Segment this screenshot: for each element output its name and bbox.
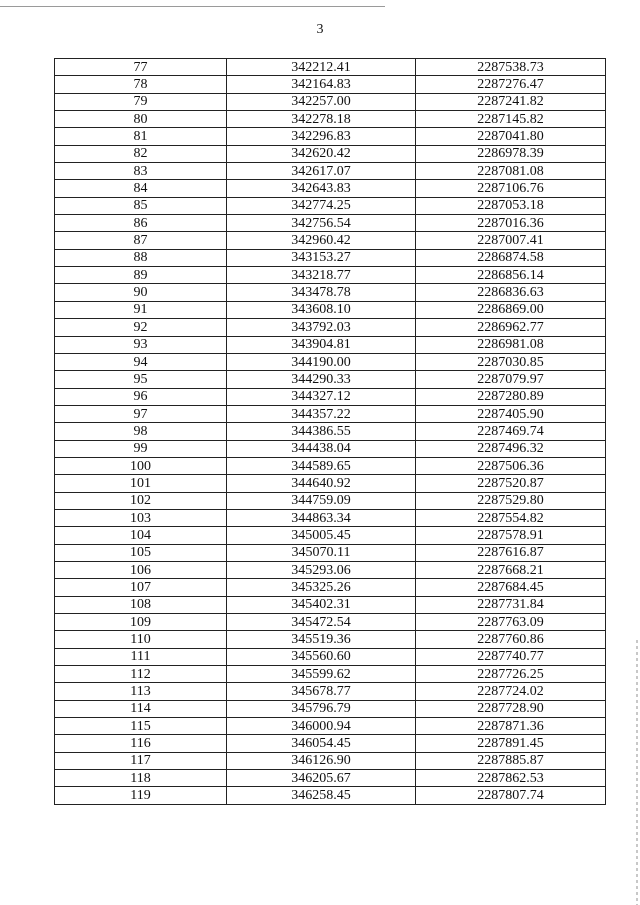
y-coordinate-cell: 2287862.53 — [416, 770, 606, 787]
y-coordinate-cell: 2287871.36 — [416, 718, 606, 735]
point-number-cell: 78 — [55, 76, 227, 93]
x-coordinate-cell: 343792.03 — [227, 319, 416, 336]
table-row — [55, 683, 606, 700]
x-coordinate-cell: 346000.94 — [227, 718, 416, 735]
y-coordinate-cell: 2287616.87 — [416, 544, 606, 561]
y-coordinate-cell: 2287280.89 — [416, 388, 606, 405]
table-row — [55, 215, 606, 232]
y-coordinate-cell: 2287506.36 — [416, 457, 606, 474]
x-coordinate-cell: 345519.36 — [227, 631, 416, 648]
y-coordinate-cell: 2287053.18 — [416, 197, 606, 214]
x-coordinate-cell: 344190.00 — [227, 353, 416, 370]
point-number-cell: 114 — [55, 700, 227, 717]
y-coordinate-cell: 2287529.80 — [416, 492, 606, 509]
x-coordinate-cell: 342164.83 — [227, 76, 416, 93]
table-row — [55, 267, 606, 284]
table-row — [55, 371, 606, 388]
x-coordinate-cell: 346205.67 — [227, 770, 416, 787]
point-number-cell: 96 — [55, 388, 227, 405]
x-coordinate-cell: 346126.90 — [227, 752, 416, 769]
y-coordinate-cell: 2286856.14 — [416, 267, 606, 284]
page-number: 3 — [316, 22, 324, 37]
table-row — [55, 197, 606, 214]
point-number-cell: 83 — [55, 163, 227, 180]
x-coordinate-cell: 342756.54 — [227, 215, 416, 232]
y-coordinate-cell: 2287106.76 — [416, 180, 606, 197]
y-coordinate-cell: 2287726.25 — [416, 666, 606, 683]
x-coordinate-cell: 342774.25 — [227, 197, 416, 214]
coordinates-table-body — [55, 59, 606, 805]
table-row — [55, 509, 606, 526]
x-coordinate-cell: 342620.42 — [227, 145, 416, 162]
y-coordinate-cell: 2287763.09 — [416, 614, 606, 631]
table-row — [55, 770, 606, 787]
y-coordinate-cell: 2287891.45 — [416, 735, 606, 752]
x-coordinate-cell: 344863.34 — [227, 509, 416, 526]
y-coordinate-cell: 2287241.82 — [416, 93, 606, 110]
point-number-cell: 106 — [55, 561, 227, 578]
table-row — [55, 163, 606, 180]
table-row — [55, 527, 606, 544]
table-row — [55, 666, 606, 683]
point-number-cell: 116 — [55, 735, 227, 752]
x-coordinate-cell: 344386.55 — [227, 423, 416, 440]
y-coordinate-cell: 2287578.91 — [416, 527, 606, 544]
x-coordinate-cell: 346258.45 — [227, 787, 416, 804]
table-row — [55, 544, 606, 561]
point-number-cell: 79 — [55, 93, 227, 110]
table-row — [55, 319, 606, 336]
y-coordinate-cell: 2287731.84 — [416, 596, 606, 613]
point-number-cell: 100 — [55, 457, 227, 474]
point-number-cell: 110 — [55, 631, 227, 648]
point-number-cell: 86 — [55, 215, 227, 232]
point-number-cell: 105 — [55, 544, 227, 561]
table-row — [55, 405, 606, 422]
y-coordinate-cell: 2287079.97 — [416, 371, 606, 388]
y-coordinate-cell: 2287081.08 — [416, 163, 606, 180]
y-coordinate-cell: 2287538.73 — [416, 59, 606, 76]
y-coordinate-cell: 2287668.21 — [416, 561, 606, 578]
table-row — [55, 700, 606, 717]
x-coordinate-cell: 345005.45 — [227, 527, 416, 544]
point-number-cell: 95 — [55, 371, 227, 388]
y-coordinate-cell: 2286874.58 — [416, 249, 606, 266]
point-number-cell: 104 — [55, 527, 227, 544]
table-row — [55, 614, 606, 631]
point-number-cell: 89 — [55, 267, 227, 284]
y-coordinate-cell: 2287041.80 — [416, 128, 606, 145]
y-coordinate-cell: 2287885.87 — [416, 752, 606, 769]
y-coordinate-cell: 2287520.87 — [416, 475, 606, 492]
y-coordinate-cell: 2287469.74 — [416, 423, 606, 440]
y-coordinate-cell: 2286869.00 — [416, 301, 606, 318]
table-row — [55, 440, 606, 457]
x-coordinate-cell: 343218.77 — [227, 267, 416, 284]
x-coordinate-cell: 345796.79 — [227, 700, 416, 717]
point-number-cell: 119 — [55, 787, 227, 804]
y-coordinate-cell: 2286978.39 — [416, 145, 606, 162]
x-coordinate-cell: 343608.10 — [227, 301, 416, 318]
x-coordinate-cell: 342212.41 — [227, 59, 416, 76]
table-row — [55, 718, 606, 735]
table-row — [55, 180, 606, 197]
point-number-cell: 93 — [55, 336, 227, 353]
x-coordinate-cell: 342643.83 — [227, 180, 416, 197]
x-coordinate-cell: 344290.33 — [227, 371, 416, 388]
table-row — [55, 648, 606, 665]
x-coordinate-cell: 342257.00 — [227, 93, 416, 110]
point-number-cell: 102 — [55, 492, 227, 509]
y-coordinate-cell: 2287760.86 — [416, 631, 606, 648]
table-row — [55, 457, 606, 474]
x-coordinate-cell: 343904.81 — [227, 336, 416, 353]
point-number-cell: 111 — [55, 648, 227, 665]
table-row — [55, 475, 606, 492]
table-row — [55, 93, 606, 110]
y-coordinate-cell: 2287728.90 — [416, 700, 606, 717]
point-number-cell: 117 — [55, 752, 227, 769]
point-number-cell: 88 — [55, 249, 227, 266]
x-coordinate-cell: 345402.31 — [227, 596, 416, 613]
y-coordinate-cell: 2287145.82 — [416, 111, 606, 128]
table-row — [55, 76, 606, 93]
x-coordinate-cell: 345678.77 — [227, 683, 416, 700]
point-number-cell: 77 — [55, 59, 227, 76]
point-number-cell: 80 — [55, 111, 227, 128]
x-coordinate-cell: 345325.26 — [227, 579, 416, 596]
table-row — [55, 353, 606, 370]
point-number-cell: 87 — [55, 232, 227, 249]
point-number-cell: 94 — [55, 353, 227, 370]
x-coordinate-cell: 343153.27 — [227, 249, 416, 266]
point-number-cell: 107 — [55, 579, 227, 596]
point-number-cell: 103 — [55, 509, 227, 526]
x-coordinate-cell: 344640.92 — [227, 475, 416, 492]
y-coordinate-cell: 2287405.90 — [416, 405, 606, 422]
point-number-cell: 101 — [55, 475, 227, 492]
x-coordinate-cell: 344759.09 — [227, 492, 416, 509]
header-rule — [0, 6, 385, 7]
y-coordinate-cell: 2287016.36 — [416, 215, 606, 232]
x-coordinate-cell: 342296.83 — [227, 128, 416, 145]
y-coordinate-cell: 2287740.77 — [416, 648, 606, 665]
table-row — [55, 492, 606, 509]
table-row — [55, 787, 606, 804]
point-number-cell: 92 — [55, 319, 227, 336]
x-coordinate-cell: 345472.54 — [227, 614, 416, 631]
point-number-cell: 81 — [55, 128, 227, 145]
point-number-cell: 118 — [55, 770, 227, 787]
y-coordinate-cell: 2287030.85 — [416, 353, 606, 370]
x-coordinate-cell: 345560.60 — [227, 648, 416, 665]
y-coordinate-cell: 2287276.47 — [416, 76, 606, 93]
point-number-cell: 108 — [55, 596, 227, 613]
table-row — [55, 423, 606, 440]
table-row — [55, 752, 606, 769]
scan-edge-artifact — [636, 640, 638, 905]
x-coordinate-cell: 342960.42 — [227, 232, 416, 249]
y-coordinate-cell: 2287007.41 — [416, 232, 606, 249]
x-coordinate-cell: 343478.78 — [227, 284, 416, 301]
table-row — [55, 631, 606, 648]
y-coordinate-cell: 2286836.63 — [416, 284, 606, 301]
point-number-cell: 85 — [55, 197, 227, 214]
point-number-cell: 90 — [55, 284, 227, 301]
y-coordinate-cell: 2287684.45 — [416, 579, 606, 596]
y-coordinate-cell: 2286962.77 — [416, 319, 606, 336]
point-number-cell: 98 — [55, 423, 227, 440]
table-row — [55, 561, 606, 578]
x-coordinate-cell: 344589.65 — [227, 457, 416, 474]
x-coordinate-cell: 342617.07 — [227, 163, 416, 180]
x-coordinate-cell: 344327.12 — [227, 388, 416, 405]
x-coordinate-cell: 344357.22 — [227, 405, 416, 422]
table-row — [55, 596, 606, 613]
y-coordinate-cell: 2287554.82 — [416, 509, 606, 526]
y-coordinate-cell: 2286981.08 — [416, 336, 606, 353]
table-row — [55, 145, 606, 162]
table-row — [55, 232, 606, 249]
y-coordinate-cell: 2287724.02 — [416, 683, 606, 700]
x-coordinate-cell: 342278.18 — [227, 111, 416, 128]
y-coordinate-cell: 2287496.32 — [416, 440, 606, 457]
table-row — [55, 128, 606, 145]
table-row — [55, 59, 606, 76]
x-coordinate-cell: 344438.04 — [227, 440, 416, 457]
table-row — [55, 336, 606, 353]
x-coordinate-cell: 345070.11 — [227, 544, 416, 561]
table-row — [55, 284, 606, 301]
table-row — [55, 735, 606, 752]
y-coordinate-cell: 2287807.74 — [416, 787, 606, 804]
point-number-cell: 97 — [55, 405, 227, 422]
point-number-cell: 99 — [55, 440, 227, 457]
point-number-cell: 113 — [55, 683, 227, 700]
table-row — [55, 388, 606, 405]
table-row — [55, 579, 606, 596]
point-number-cell: 91 — [55, 301, 227, 318]
coordinates-table — [54, 58, 606, 805]
point-number-cell: 84 — [55, 180, 227, 197]
x-coordinate-cell: 345293.06 — [227, 561, 416, 578]
point-number-cell: 112 — [55, 666, 227, 683]
table-row — [55, 301, 606, 318]
point-number-cell: 82 — [55, 145, 227, 162]
x-coordinate-cell: 345599.62 — [227, 666, 416, 683]
table-row — [55, 111, 606, 128]
x-coordinate-cell: 346054.45 — [227, 735, 416, 752]
point-number-cell: 115 — [55, 718, 227, 735]
point-number-cell: 109 — [55, 614, 227, 631]
table-row — [55, 249, 606, 266]
